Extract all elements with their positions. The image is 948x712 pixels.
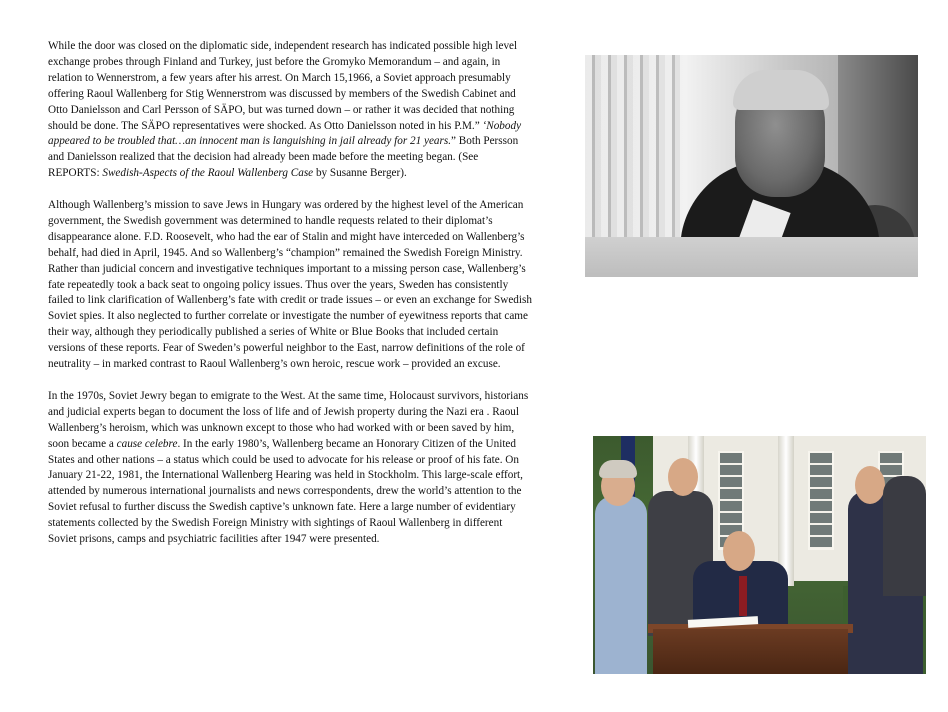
group-photo-window bbox=[808, 451, 834, 550]
group-photo-seated-man-face bbox=[723, 531, 755, 571]
paragraph-1-text-b: ” Both Persson and Danielsson realized that the decision had already been made before the meeting began. (See REPORTS: bbox=[48, 135, 519, 180]
paragraph-3-italic-phrase: cause celebre bbox=[116, 437, 178, 450]
group-photo-desk bbox=[653, 629, 848, 674]
paragraph-1-text-a: While the door was closed on the diplomatic side, independent research has indicated possible high level exchange probes through Finland and Turkey, just before the Gromyko Memorandum – and again, in relation to Wennerstrom, a few years after his arrest. On March 15,1966, a Soviet approach presumably offering Raoul Wallenberg for Stig Wennerstrom was discussed by members of the Swedish Cabinet and Otto Danielsson and Carl Persson of SÄPO, but was turned down – or rather it was decided that nothing should be done. The SÄPO representatives were shocked. As Otto Danielsson noted in his P.M.” bbox=[48, 40, 518, 132]
group-photo-woman bbox=[595, 496, 647, 674]
paragraph-2: Although Wallenberg’s mission to save Jews in Hungary was ordered by the highest level of the American government, the Swedish government was determined to handle requests related to their diplomat’s disappearance alone. F.D. Roosevelt, who had the ear of Stalin and might have interceded on Wallenberg’s behalf, had died in April, 1945. And so Wallenberg’s “champion” remained the Swedish Foreign Ministry. Rather than judicial concern and investigative techniques important to a missing person case, Wallenberg’s fate repeatedly took a back seat to ongoing policy issues. Thus over the years, Sweden has consistently failed to link clarification of Wallenberg’s fate with credit or trade issues – or even an exchange for Swedish Soviet spies. It also neglected to further correlate or investigate the number of eyewitness reports that came their way, although they periodically published a series of White or Blue Books that included certain versions of these reports. Fear of Sweden’s powerful neighbor to the East, narrow definitions of the role of neutrality – in marked contrast to Raoul Wallenberg’s own heroic, rescue work – provided an excuse. bbox=[48, 199, 532, 371]
paragraph-3-text-a: In the 1970s, Soviet Jewry began to emigrate to the West. At the same time, Holocaust survivors, historians and judicial experts began to document the loss of life and of Jewish property during the Nazi era . Raoul Wallenberg’s heroism, which was unknown except to those who had worked with or been saved by him, soon became a bbox=[48, 389, 529, 450]
paragraph-3 bbox=[48, 389, 532, 548]
paragraph-1-report-title: Swedish-Aspects of the Raoul Wallenberg Case bbox=[102, 167, 314, 180]
group-photo bbox=[593, 436, 926, 674]
group-photo-man-face bbox=[668, 458, 698, 496]
paragraph-1-text-c: by Susanne Berger). bbox=[313, 167, 407, 180]
article-text bbox=[48, 39, 532, 564]
group-photo-man-right-face bbox=[855, 466, 885, 504]
paragraph-1 bbox=[48, 39, 532, 182]
portrait-hair bbox=[733, 70, 829, 110]
group-photo-woman-hair bbox=[599, 460, 637, 478]
paragraph-3-text-b: . In the early 1980’s, Wallenberg became an Honorary Citizen of the United States and other nations – a status which could be used to advocate for his release or proof of his fate. On January 21-22, 1981, the International Wallenberg Hearing was held in Stockholm. This large-scale effort, attended by numerous international journalists and news correspondents, drew the world’s attention to the Soviet refusal to further discuss the Swedish captive’s unknown fate. Here a large number of evidentiary statements collected by the Swedish Foreign Ministry with sightings of Raoul Wallenberg in different Soviet prisons, camps and psychiatric facilities after 1947 were presented. bbox=[48, 437, 523, 546]
paragraph-1-quote: ‘Nobody appeared to be troubled that…an innocent man is languishing in jail already for 21 years. bbox=[48, 119, 522, 148]
group-photo-man-background bbox=[883, 476, 926, 596]
portrait-desk bbox=[585, 237, 918, 277]
group-photo-tie bbox=[739, 576, 747, 616]
portrait-photo bbox=[585, 55, 918, 277]
